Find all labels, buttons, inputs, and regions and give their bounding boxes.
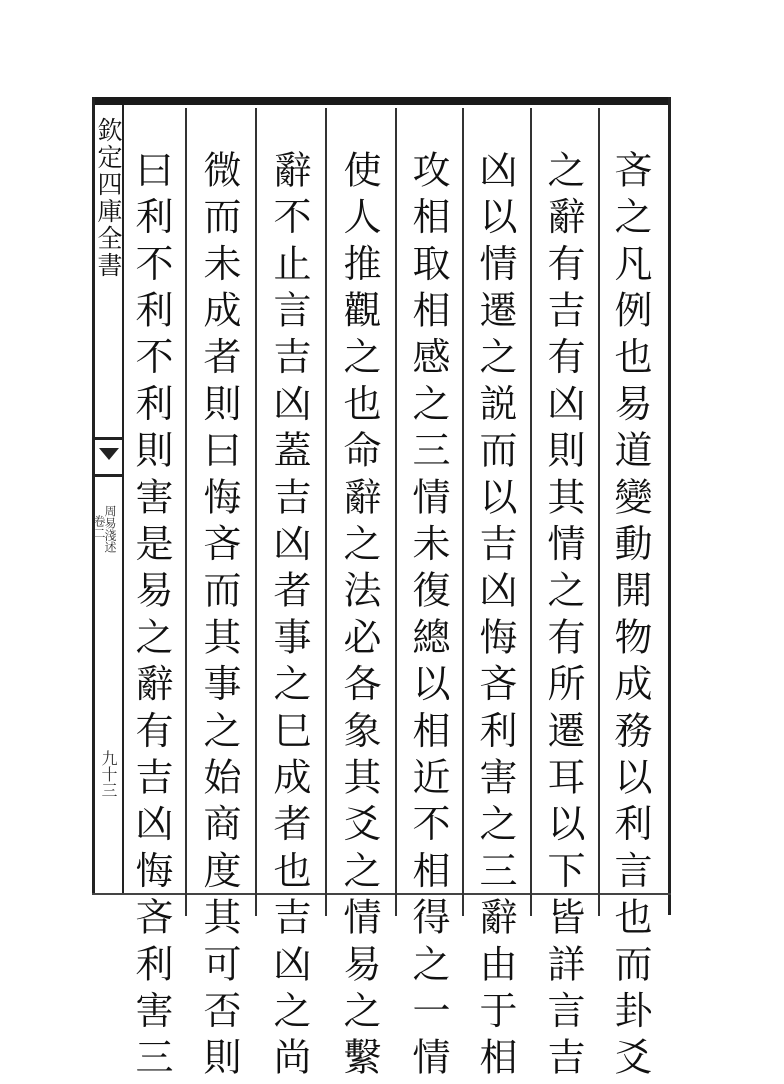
frame-top-border [92,97,671,105]
side-note-volume: 卷二 [92,515,106,539]
side-note-book-name: 周易淺述 [103,505,117,553]
column-rule [325,108,327,916]
column-rule [395,108,397,916]
text-column-8: 曰利不利不利則害是易之辭有吉凶悔吝利害三 [129,150,173,1084]
text-column-1: 吝之凡例也易道變動開物成務以利言也而卦爻 [608,150,652,1084]
frame-right-border [668,97,671,915]
text-column-2: 之辭有吉有凶則其情之有所遷耳以下皆詳言吉 [541,150,585,1084]
column-rule [598,108,600,916]
column-rule [185,108,187,916]
column-rule [530,108,532,916]
margin-column [92,105,124,893]
book-title: 欽定四庫全書 [94,117,123,279]
text-column-7: 微而未成者則曰悔吝而其事之始商度其可否則 [197,150,241,1084]
text-column-4: 攻相取相感之三情未復總以相近不相得之一情 [406,150,450,1084]
text-column-6: 辭不止言吉凶蓋吉凶者事之巳成者也吉凶之尚 [267,150,311,1084]
text-column-3: 凶以情遷之説而以吉凶悔吝利害之三辭由于相 [473,150,517,1084]
page-number: 九十三 [99,750,118,798]
text-column-5: 使人推觀之也命辭之法必各象其爻之情易之繫 [337,150,381,1084]
column-rule [462,108,464,916]
fish-tail-mark-icon [95,437,122,477]
column-rule [255,108,257,916]
